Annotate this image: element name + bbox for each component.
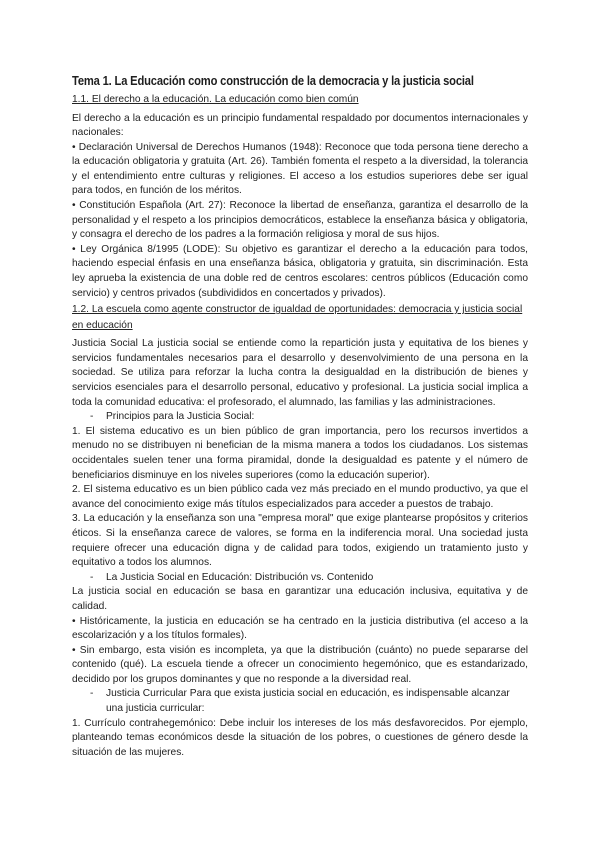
section-1-intro: El derecho a la educación es un principio fundamental respaldado por documentos internacionales y nacionales: — [72, 112, 528, 139]
principle-1: 1. El sistema educativo es un bien público de gran importancia, pero los recursos invertidos a menudo no se distribuyen ni benefician de la misma manera a todos los ciudadanos. Los sistemas occidentales suelen tener una forma piramidal, donde la desigualdad es patente y el número de beneficiarios disminuye en los niveles superiores (como la educación superior). — [72, 425, 528, 481]
bullet-declaracion: • Declaración Universal de Derechos Humanos (1948): Reconoce que toda persona tiene derecho a la educación obligatoria y gratuita (Art. 26). También fomenta el respeto a la diversidad, la tolerancia y el entendimiento entre culturas y religiones. El acceso a los estudios superiores debe ser igual para todos, en función de los méritos. — [72, 141, 528, 197]
principles-heading-text: Principios para la Justicia Social: — [106, 411, 255, 423]
dash-marker: - — [90, 688, 94, 700]
section-1-heading: 1.1. El derecho a la educación. La educación como bien común — [72, 94, 359, 105]
document-title: Tema 1. La Educación como construcción de la democracia y la justicia social — [72, 73, 474, 88]
dash-marker: - — [90, 411, 94, 423]
distribution-paragraph-2: • Históricamente, la justicia en educación se ha centrado en la justicia distributiva (el acceso a la escolarización y a los títulos formales). — [72, 615, 528, 642]
curricular-point-1: 1. Currículo contrahegemónico: Debe incluir los intereses de los más desfavorecidos. Por ejemplo, planteando temas económicos desde la situación de los pobres, o cuestiones de género desde la situación de las mujeres. — [72, 717, 528, 758]
section-2-heading: 1.2. La escuela como agente constructor de igualdad de oportunidades: democracia y justicia social en educación — [72, 304, 523, 331]
bullet-constitucion: • Constitución Española (Art. 27): Reconoce la libertad de enseñanza, garantiza el desarrollo de la personalidad y el respeto a los principios democráticos, establece la enseñanza básica y obligatoria, y consagra el derecho de los padres a la formación religiosa y moral de sus hijos. — [72, 200, 528, 241]
section-2-intro: Justicia Social La justicia social se entiende como la repartición justa y equitativa de los bienes y servicios fundamentales necesarios para el desarrollo y desenvolvimiento de una persona en la sociedad. Se utiliza para reforzar la lucha contra la desigualdad en la distribución de bienes y servicios esenciales para el desarrollo personal, educativo y profesional. La justicia social implica a toda la comunidad educativa: el profesorado, el alumnado, las familias y las administraciones. — [72, 338, 528, 408]
principle-3: 3. La educación y la enseñanza son una "empresa moral" que exige plantearse propósitos y criterios éticos. Si la enseñanza carece de valores, se forma en la indiferencia moral. Una sociedad justa requiere ofrecer una educación digna y de calidad para todos, exigiendo un tratamiento justo y equitativo a todos los alumnos. — [72, 513, 528, 569]
curricular-heading-text: Justicia Curricular Para que exista justicia social en educación, es indispensable alcanzar una justicia curricular: — [106, 688, 510, 715]
distribution-subheading — [72, 571, 528, 586]
distribution-paragraph-3: • Sin embargo, esta visión es incompleta, ya que la distribución (cuánto) no puede separarse del contenido (qué). La escuela tiende a ofrecer un conocimiento hegemónico, que es estandarizado, decidido por los grupos dominantes y que no responde a la diversidad real. — [72, 644, 528, 685]
curricular-subheading — [72, 687, 528, 716]
dash-marker: - — [90, 571, 94, 583]
principles-subheading — [72, 410, 528, 425]
principle-2: 2. El sistema educativo es un bien público cada vez más preciado en el mundo productivo, ya que el avance del conocimiento exige más títulos especializados para acceder a puestos de trabajo. — [72, 484, 528, 510]
distribution-heading-text: La Justicia Social en Educación: Distribución vs. Contenido — [106, 571, 374, 583]
bullet-lode: • Ley Orgánica 8/1995 (LODE): Su objetivo es garantizar el derecho a la educación para todos, haciendo especial énfasis en una enseñanza básica, obligatoria y gratuita, sin discriminación. Esta ley aprueba la existencia de una doble red de centros escolares: centros públicos (Educación como servicio) y centros privados (subdivididos en concertados y privados). — [72, 243, 528, 299]
distribution-paragraph-1: La justicia social en educación se basa en garantizar una educación inclusiva, equitativa y de calidad. — [72, 586, 528, 612]
